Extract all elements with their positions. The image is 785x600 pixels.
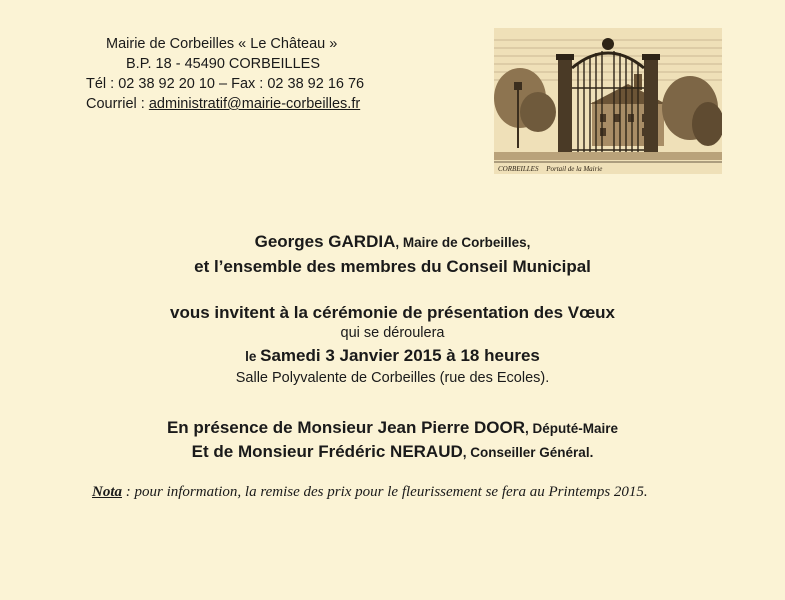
nota-paragraph: [92, 484, 648, 501]
date-prefix: le: [245, 349, 261, 364]
email-label: Courriel :: [86, 96, 149, 112]
host-name: Georges GARDIA: [254, 232, 396, 251]
email-line: [84, 94, 404, 114]
presence-1-title: , Député-Maire: [525, 421, 619, 436]
engraving-caption-left: CORBEILLES: [498, 165, 539, 173]
mairie-name: Mairie de Corbeilles « Le Château »: [106, 36, 338, 52]
engraving-caption-right: Portail de la Mairie: [546, 165, 603, 173]
phone-fax: Tél : 02 38 92 20 10 – Fax : 02 38 92 16 76: [86, 76, 365, 92]
letterhead: [84, 34, 404, 114]
host-title: , Maire de Corbeilles,: [395, 235, 531, 250]
presence-line-2: [0, 442, 785, 462]
invitation-line: vous invitent à la cérémonie de présentation des Vœux: [170, 303, 615, 322]
event-date: Samedi 3 Janvier 2015 à 18 heures: [260, 346, 540, 365]
presence-line-1: [0, 418, 785, 438]
date-line: [0, 346, 785, 366]
host-line: [0, 232, 785, 252]
svg-text:CORBEILLES Portail de la M: [498, 165, 602, 173]
postal-address: B.P. 18 - 45490 CORBEILLES: [126, 56, 320, 72]
presence-2-name: Et de Monsieur Frédéric NERAUD: [191, 442, 463, 461]
presence-1-name: En présence de Monsieur Jean Pierre DOOR: [166, 418, 526, 437]
event-location: Salle Polyvalente de Corbeilles (rue des Ecoles).: [235, 370, 550, 386]
mairie-gate-engraving: [494, 28, 722, 174]
presence-2-title: , Conseiller Général.: [462, 445, 594, 460]
nota-label: Nota: [92, 484, 122, 500]
council-line: et l’ensemble des membres du Conseil Municipal: [194, 257, 591, 276]
schedule-intro: qui se déroulera: [340, 325, 445, 341]
email-link[interactable]: administratif@mairie-corbeilles.fr: [148, 96, 361, 112]
nota-text: : pour information, la remise des prix pour le fleurissement se fera au Printemps 2015.: [122, 484, 648, 500]
